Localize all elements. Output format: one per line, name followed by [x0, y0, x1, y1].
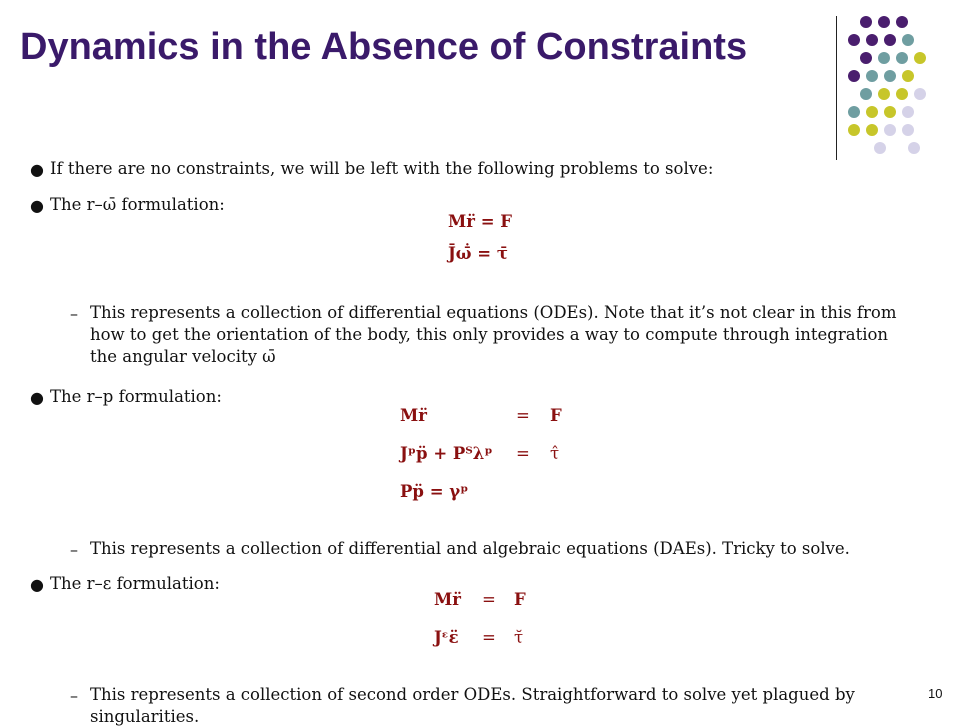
dot — [848, 70, 860, 82]
dot — [860, 52, 872, 64]
dot — [896, 52, 908, 64]
dot — [902, 34, 914, 46]
dot — [902, 106, 914, 118]
dot — [896, 88, 908, 100]
dot — [848, 34, 860, 46]
dot — [866, 34, 878, 46]
dot — [902, 124, 914, 136]
dash-marker: – — [70, 540, 78, 559]
r-omega-equation-2: J̄ω̄̇ = τ̄ — [448, 244, 508, 263]
dot — [866, 106, 878, 118]
dot — [878, 16, 890, 28]
dot — [860, 16, 872, 28]
r-omega-equation-1: Mr̈ = F — [448, 212, 512, 231]
dash-marker: – — [70, 304, 78, 323]
dot — [914, 88, 926, 100]
dot — [902, 70, 914, 82]
r-epsilon-equation-2-rhs: τ̆ — [514, 628, 524, 647]
bullet-marker: ● — [30, 196, 44, 215]
intro-text: If there are no constraints, we will be left with the following problems to solve: — [50, 159, 714, 178]
r-epsilon-equation-1-eq: = — [482, 590, 496, 609]
r-p-equation-1-eq: = — [516, 406, 530, 425]
slide-title: Dynamics in the Absence of Constraints — [20, 26, 748, 68]
dot — [866, 124, 878, 136]
dash-marker: – — [70, 686, 78, 705]
bullet-marker: ● — [30, 575, 44, 594]
dot — [874, 142, 886, 154]
dot — [878, 52, 890, 64]
dot — [884, 70, 896, 82]
title-divider — [836, 16, 837, 160]
r-p-label: The r–p formulation: — [50, 387, 222, 406]
r-epsilon-equation-1-lhs: Mr̈ — [434, 590, 461, 609]
r-epsilon-equation-2-lhs: Jᵋε̈ — [434, 628, 459, 647]
r-p-equation-3: Pp̈ = γᵖ — [400, 482, 469, 501]
r-epsilon-note: This represents a collection of second order ODEs. Straightforward to solve yet plagued by singularities. — [90, 685, 855, 726]
r-p-equation-1-lhs: Mr̈ — [400, 406, 427, 425]
r-p-note: This represents a collection of differential and algebraic equations (DAEs). Tricky to solve. — [90, 539, 850, 558]
r-epsilon-label: The r–ε formulation: — [50, 574, 220, 593]
r-p-equation-2-eq: = — [516, 444, 530, 463]
dot — [878, 88, 890, 100]
r-p-equation-2-rhs: τ̂ — [550, 444, 560, 463]
dot — [866, 70, 878, 82]
r-p-equation-1-rhs: F — [550, 406, 562, 425]
bullet-marker: ● — [30, 160, 44, 179]
dot — [884, 106, 896, 118]
dot — [884, 124, 896, 136]
r-epsilon-equation-1-rhs: F — [514, 590, 526, 609]
r-omega-label: The r–ω̄ formulation: — [50, 195, 225, 214]
dot — [896, 16, 908, 28]
dot — [914, 52, 926, 64]
r-epsilon-equation-2-eq: = — [482, 628, 496, 647]
r-p-equation-2-lhs: Jᵖp̈ + Pᵀλᵖ — [400, 444, 493, 463]
page-number: 10 — [928, 686, 943, 701]
bullet-marker: ● — [30, 388, 44, 407]
r-omega-note: This represents a collection of differential equations (ODEs). Note that it’s not clear in this from how to get the orientation of the body, this only provides a way to compute through integration the angular velocity ω̄ — [90, 303, 897, 366]
dot — [848, 124, 860, 136]
dot — [860, 88, 872, 100]
dot — [884, 34, 896, 46]
dot — [848, 106, 860, 118]
dot — [908, 142, 920, 154]
decorative-dot-grid — [848, 12, 958, 162]
